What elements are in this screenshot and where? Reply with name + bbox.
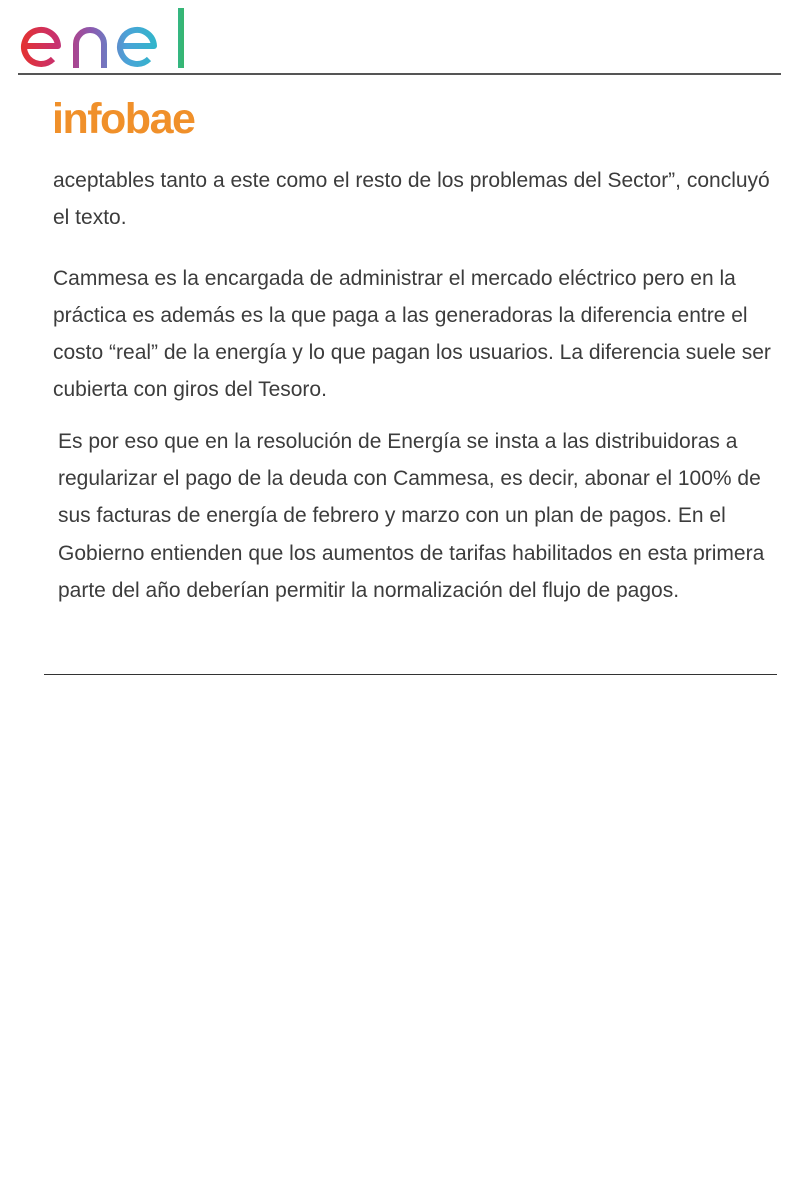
header-divider bbox=[18, 73, 781, 75]
article-body bbox=[53, 162, 778, 609]
footer-divider bbox=[44, 674, 777, 675]
article-paragraph: Es por eso que en la resolución de Energía se insta a las distribuidoras a regularizar el pago de la deuda con Cammesa, es decir, abonar el 100% de sus facturas de energía de febrero y marzo con un plan de pagos. En el Gobierno entienden que los aumentos de tarifas habilitados en esta primera parte del año deberían permitir la normalización del flujo de pagos. bbox=[58, 429, 765, 602]
enel-logo bbox=[18, 4, 194, 72]
source-name: infobae bbox=[52, 95, 195, 143]
article-paragraph: Cammesa es la encargada de administrar el mercado eléctrico pero en la práctica es además es la que paga a las generadoras la diferencia entre el costo “real” de la energía y lo que pagan los usuarios. La diferencia suele ser cubierta con giros del Tesoro. bbox=[53, 266, 771, 402]
article-paragraph: aceptables tanto a este como el resto de los problemas del Sector”, concluyó el texto. bbox=[53, 169, 770, 230]
